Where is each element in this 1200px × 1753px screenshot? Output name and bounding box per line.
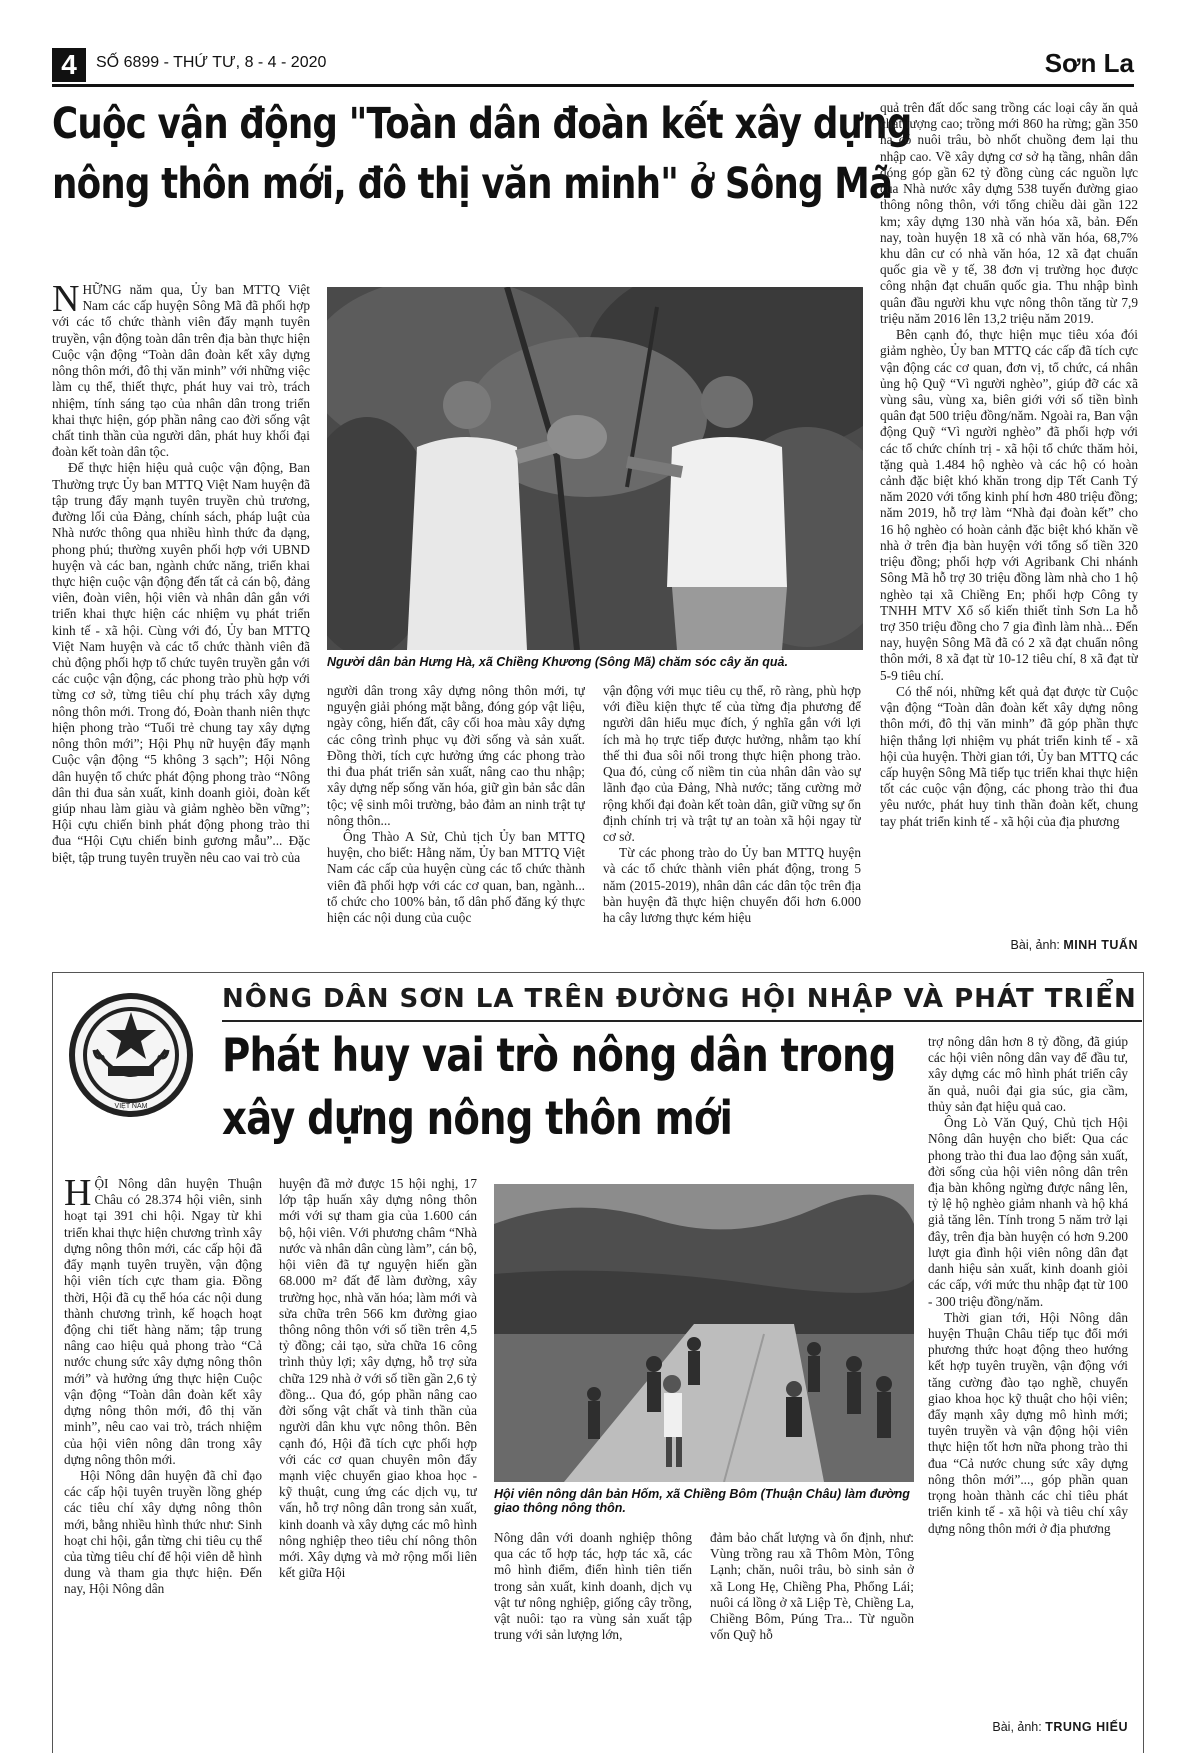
header-rule (52, 84, 1134, 87)
article1-paragraph: người dân trong xây dựng nông thôn mới, tự nguyện giải phóng mặt bằng, đóng góp vật liệu, ngày công, hiến đất, cây cối hoa màu xây dựng các công trình phục vụ đời sống và sản xuất. Đồng thời, tích cực hưởng ứng các phong trào thi đua phát triển sản xuất, nâng cao thu nhập; xây dựng nếp sống văn hóa, giữ gìn bản sắc dân tộc; vệ sinh môi trường, bảo đảm an ninh trật tự nông thôn... (327, 683, 585, 828)
article1-paragraph: Ông Thào A Sử, Chủ tịch Ủy ban MTTQ huyện, cho biết: Hằng năm, Ủy ban MTTQ Việt Nam các cấp của huyện cùng các tổ chức thành viên đã phối hợp với các cơ quan, ban, ngành... tổ chức cho 100% bản, tổ dân phố đăng ký thực hiện các nội dung của cuộc (327, 828, 585, 926)
article2-column-1 (64, 1176, 262, 1736)
article2-paragraph: huyện đã mở được 15 hội nghị, 17 lớp tập huấn xây dựng nông thôn mới với sự tham gia của 1.600 cán bộ, hội viên. Với phương châm “Nhà nước và nhân dân cùng làm”, cán bộ, hội viên đã tự nguyện hiến gần 68.000 m² đất để làm đường, xây trường học, nhà văn hóa; làm mới và sửa chữa trên 566 km đường giao thông nông thôn với số tiền trên 4,5 tỷ đồng; cải tạo, sửa chữa 16 công trình thủy lợi; xây dựng, hỗ trợ sửa chữa 129 nhà ở với số tiền gần 2,6 tỷ đồng... Qua đó, góp phần nâng cao đời sống vật chất và tinh thần của người dân khu vực nông thôn. Bên cạnh đó, Hội đã tích cực phối hợp với các cơ quan chuyên môn đẩy mạnh việc chuyển giao khoa học - kỹ thuật, cung ứng các dịch vụ, tư vấn, hỗ trợ nông dân trong sản xuất, kinh doanh và xây dựng các mô hình nông nghiệp theo tiêu chí nông thôn mới. Xây dựng và mở rộng mối liên kết giữa Hội (279, 1176, 477, 1581)
article2-byline (928, 1720, 1128, 1734)
byline-author: MINH TUẤN (1063, 938, 1138, 952)
article1-column-4 (880, 100, 1138, 937)
article1-headline-line2: nông thôn mới, đô thị văn minh" ở Sông Mã (52, 159, 893, 209)
section-name: Sơn La (1044, 48, 1134, 78)
article1-column-3 (603, 683, 861, 954)
article2-column-2 (279, 1176, 477, 1736)
article2-column-4 (710, 1530, 914, 1736)
road-construction-photo (494, 1184, 914, 1482)
article2-paragraph: ỘI Nông dân huyện Thuận Châu có 28.374 hội viên, sinh hoạt tại 391 chi hội. Ngay từ khi triển khai thực hiện chương trình xây dựng nông thôn mới, các cấp hội đã đẩy mạnh tuyên truyền, vận động hội viên tích cực tham gia. Đồng thời, Hội đã cụ thể hóa các nội dung thành chương trình, kế hoạch hoạt động chi tiết hàng năm; tập trung nâng cao hiệu quả phong trào “Cả nước chung sức xây dựng nông thôn mới” và hưởng ứng thực hiện Cuộc vận động “Toàn dân đoàn kết xây dựng nông thôn mới, đô thị văn minh”, nêu cao vai trò, trách nhiệm của hội viên nông dân trong xây dựng nông thôn mới. (64, 1176, 262, 1467)
article2-dropcap: H (64, 1176, 92, 1214)
article1-paragraph: Để thực hiện hiệu quả cuộc vận động, Ban Thường trực Ủy ban MTTQ Việt Nam huyện đã tập trung đẩy mạnh tuyên truyền chủ trương, đường lối của Đảng, chính sách, pháp luật của Nhà nước thông qua nhiều hình thức đa dạng, phong phú; thường xuyên phối hợp với UBND huyện và các ban, ngành chức năng, triển khai thực hiện cuộc vận động đến tất cả cán bộ, đảng viên, đoàn viên, hội viên và nhân dân gắn với triển khai thực hiện các nhiệm vụ phát triển kinh tế - xã hội. Cùng với đó, Ủy ban MTTQ Việt Nam huyện và các tổ chức thành viên đã chủ động phối hợp tổ chức tuyên truyền gắn với các cuộc vận động, các phong trào phù hợp với từng cơ sở, từng tiêu chí phụ trách xây dựng nông thôn mới. Trong đó, Đoàn thanh niên thực hiện phong trào “Tuổi trẻ chung tay xây dựng nông thôn mới”; Hội Phụ nữ huyện đẩy mạnh Cuộc vận động “5 không 3 sạch”; Hội Nông dân huyện tổ chức phát động phong trào “Nông dân thi đua sản xuất, kinh doanh giỏi, đoàn kết giúp nhau làm giàu và giảm nghèo bền vững”; Hội cựu chiến binh phát động phong trào thi đua “Hội Cựu chiến binh gương mẫu”... Đặc biệt, tập trung tuyên truyền nêu cao vai trò của (52, 460, 310, 865)
article1-paragraph: quả trên đất dốc sang trồng các loại cây ăn quả chất lượng cao; trồng mới 860 ha rừng; gần 350 ha có nuôi trâu, bò nhốt chuồng đem lại thu nhập cao. Về xây dựng cơ sở hạ tầng, nhân dân đóng góp gần 62 tỷ đồng cùng các nguồn lực của Nhà nước xây dựng 538 tuyến đường giao thông nông thôn, với tổng chiều dài gần 122 km; xây dựng 130 nhà văn hóa xã, bản. Đến nay, toàn huyện 18 xã có nhà văn hóa, 68,7% khu dân cư có nhà văn hóa, 12 xã đạt chuẩn quốc gia về y tế, 38 đơn vị trường học được công nhận đạt chuẩn quốc gia. Thu nhập bình quân đầu người khu vực nông thôn tăng từ 7,9 triệu năm 2016 lên 13,2 triệu năm 2019. (880, 100, 1138, 326)
article2-paragraph: Nông dân với doanh nghiệp thông qua các tổ hợp tác, hợp tác xã, các mô hình điểm, điển hình tiên tiến trong sản xuất, kinh doanh, dịch vụ vật tư nông nghiệp, giống cây trồng, vật nuôi: tạo ra vùng sản xuất tập trung với sản lượng lớn, (494, 1530, 692, 1643)
article1-paragraph: Từ các phong trào do Ủy ban MTTQ huyện và các tổ chức thành viên phát động, trong 5 năm (2015-2019), nhân dân các dân tộc trên địa bàn huyện đã thực hiện chuyển đổi hơn 6.000 ha cây lương thực kém hiệu (603, 845, 861, 926)
article2-headline-line2: xây dựng nông thôn mới (222, 1091, 732, 1145)
article1-byline (880, 938, 1138, 952)
article1-column-1 (52, 282, 310, 954)
article1-dropcap: N (52, 282, 80, 320)
article2-column-5 (928, 1034, 1128, 1720)
farmers-association-logo (66, 990, 196, 1120)
article2-paragraph: trợ nông dân hơn 8 tỷ đồng, đã giúp các hội viên nông dân vay để đầu tư, xây dựng các mô hình phát triển cây ăn quả, nuôi đại gia súc, gia cầm, thủy sản đạt hiệu quả cao. (928, 1034, 1128, 1114)
article1-headline-line1: Cuộc vận động "Toàn dân đoàn kết xây dựng (52, 99, 912, 149)
byline-prefix: Bài, ảnh: (1010, 938, 1060, 952)
article2-column-3 (494, 1530, 692, 1736)
article1-photo (327, 287, 863, 650)
article1-paragraph: HỮNG năm qua, Ủy ban MTTQ Việt Nam các cấp huyện Sông Mã đã phối hợp với các tổ chức thành viên đẩy mạnh tuyên truyền, vận động toàn dân trên địa bàn thực hiện Cuộc vận động “Toàn dân đoàn kết xây dựng nông thôn mới, đô thị văn minh” với những việc làm cụ thể, thiết thực, phát huy vai trò, trách nhiệm, tính sáng tạo của nhân dân trong triển khai thực hiện, góp phần nâng cao đời sống vật chất tinh thần của người dân, phát huy khối đại đoàn kết toàn dân tộc. (52, 282, 310, 460)
svg-text:VIỆT NAM: VIỆT NAM (114, 1103, 148, 1110)
article1-paragraph: vận động với mục tiêu cụ thể, rõ ràng, phù hợp với điều kiện thực tế của từng địa phương để người dân hiểu mục đích, ý nghĩa gắn với lợi ích mà họ trực tiếp được hưởng, nhằm tạo khí thế thi đua sôi nổi trong thực hiện phong trào. Qua đó, củng cố niềm tin của nhân dân vào sự lãnh đạo của Đảng, Nhà nước; tăng cường mở rộng khối đại đoàn kết toàn dân, giữ vững sự ổn định chính trị và trật tự an toàn xã hội ngay từ cơ sở. (603, 683, 861, 844)
issue-info: SỐ 6899 - THỨ TƯ, 8 - 4 - 2020 (96, 54, 327, 71)
kicker-rule (222, 1020, 1142, 1022)
emblem-icon (66, 990, 196, 1120)
article2-paragraph: Thời gian tới, Hội Nông dân huyện Thuận Châu tiếp tục đổi mới phương thức hoạt động theo hướng kết hợp tuyên truyền, vận động với tăng cường đào tạo nghề, chuyển giao khoa học kỹ thuật cho hội viên; đẩy mạnh xây dựng mô hình mới; tuyên truyền và vận động hội viên thực hiện tốt hơn nữa phong trào thi đua “Cả nước chung sức xây dựng nông thôn mới”..., góp phần quan trọng hoàn thành các chỉ tiêu phát triển kinh tế - xã hội và tiêu chí xây dựng nông thôn mới ở địa phương (928, 1309, 1128, 1536)
byline-author: TRUNG HIẾU (1045, 1720, 1128, 1734)
article1-photo-caption: Người dân bản Hưng Hà, xã Chiềng Khương (Sông Mã) chăm sóc cây ăn quả. (327, 655, 788, 669)
article2-headline-line1: Phát huy vai trò nông dân trong (222, 1028, 896, 1082)
article2-paragraph: Ông Lò Văn Quý, Chủ tịch Hội Nông dân huyện cho biết: Qua các phong trào thi đua lao động sản xuất, đời sống của hội viên nông dân trên địa bàn không ngừng được nâng lên, tỷ lệ hộ nghèo giảm nhanh và hộ khá giả tăng lên. Tính trong 5 năm trở lại đây, trên địa bàn huyện có hơn 9.200 lượt gia đình hội viên nông dân đạt danh hiệu sản xuất, kinh doanh giỏi các cấp, với mức thu nhập đạt từ 100 - 300 triệu đồng/năm. (928, 1115, 1128, 1309)
article1-paragraph: Có thể nói, những kết quả đạt được từ Cuộc vận động “Toàn dân đoàn kết xây dựng nông thôn mới, đô thị văn minh” đã góp phần thực hiện thắng lợi nhiệm vụ phát triển kinh tế - xã hội của huyện. Thời gian tới, Ủy ban MTTQ các cấp huyện Sông Mã tiếp tục triển khai thực hiện tốt các cuộc vận động, các phong trào thi đua yêu nước, phát huy tinh thần đoàn kết, chung tay phát triển kinh tế - xã hội của địa phương (880, 683, 1138, 829)
article1-paragraph: Bên cạnh đó, thực hiện mục tiêu xóa đói giảm nghèo, Ủy ban MTTQ các cấp đã tích cực vận động các cơ quan, đơn vị, tổ chức, cá nhân ủng hộ Quỹ “Vì người nghèo”, giúp đỡ các xã vùng sâu, vùng xa, biên giới với số tiền bình quân đạt 500 triệu đồng/năm. Ngoài ra, Ban vận động Quỹ “Vì người nghèo” đã phối hợp với các tổ chức chính trị - xã hội tổ chức thăm hỏi, tặng quà 1.484 hộ nghèo và các hộ có hoàn cảnh đặc biệt khó khăn trong dịp Tết Canh Tý năm 2020 với tổng kinh phí hơn 480 triệu đồng; năm 2019, hỗ trợ làm “Nhà đại đoàn kết” cho 16 hộ nghèo có hoàn cảnh đặc biệt khó khăn về nhà ở trên địa bàn huyện với tổng số tiền 320 triệu đồng; phối hợp với Agribank Chi nhánh Sông Mã hỗ trợ 30 triệu đồng làm nhà cho 1 hộ nghèo tại xã Chiềng En; phối hợp Công ty TNHH MTV Xổ số kiến thiết tỉnh Sơn La hỗ trợ 350 triệu đồng cho 7 gia đình làm nhà... Đến nay, huyện Sông Mã đã có 2 xã đạt chuẩn nông thôn mới, 8 xã đạt từ 10-12 tiêu chí, 8 xã đạt từ 5-9 tiêu chí. (880, 327, 1138, 683)
fruit-orchard-photo (327, 287, 863, 650)
byline-prefix: Bài, ảnh: (992, 1720, 1042, 1734)
article1-column-2 (327, 683, 585, 954)
article2-photo (494, 1184, 914, 1482)
article2-paragraph: Hội Nông dân huyện đã chỉ đạo các cấp hội tuyên truyền lồng ghép các tiêu chí xây dựng nông thôn mới, bằng nhiều hình thức như: Sinh hoạt chi hội, gắn từng chi tiêu cụ thể của từng tiêu chí để hội viên dễ hình dung và tham gia thực hiện. Đến nay, Hội Nông dân (64, 1467, 262, 1597)
article2-paragraph: đảm bảo chất lượng và ổn định, như: Vùng trồng rau xã Thôm Mòn, Tông Lạnh; chăn, nuôi trâu, bò sinh sản ở xã Long Hẹ, Chiềng Pha, Phổng Lái; nuôi cá lồng ở xã Liệp Tè, Chiềng La, Chiềng Bôm, Púng Tra... Từ nguồn vốn Quỹ hỗ (710, 1530, 914, 1643)
article2-photo-caption: Hội viên nông dân bản Hốm, xã Chiềng Bôm (Thuận Châu) làm đường giao thông nông thôn. (494, 1487, 910, 1515)
article2-kicker: NÔNG DÂN SƠN LA TRÊN ĐƯỜNG HỘI NHẬP VÀ PHÁT TRIỂN (222, 984, 1137, 1014)
page-number: 4 (52, 48, 86, 82)
